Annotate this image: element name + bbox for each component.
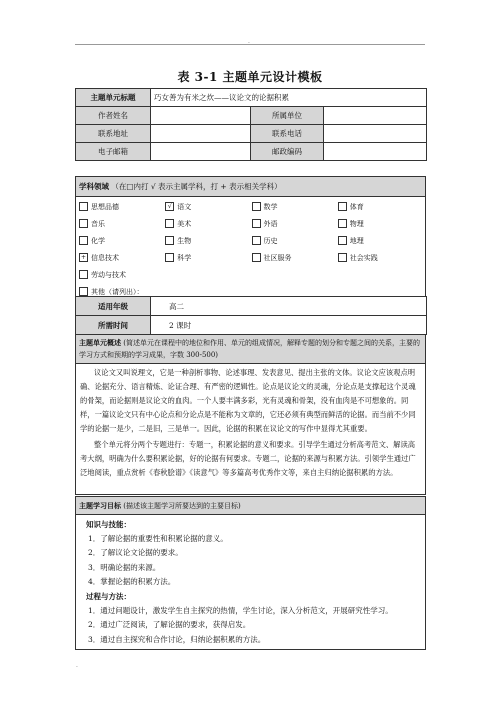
subject-checkbox[interactable] [252, 202, 261, 211]
subject-checkbox[interactable] [79, 202, 88, 211]
subject-checkbox[interactable] [165, 253, 174, 262]
subject-option[interactable] [165, 236, 251, 246]
goals-table [75, 496, 426, 650]
subject-row [79, 198, 424, 215]
overview-paragraph-2: 整个单元将分两个专题进行：专题一，积累论据的意义和要求。引导学生通过分析高考范文、解读高考大纲，明确为什么要积累论据，好的论据有何要求。专题二，论据的来源与积累方法。引领学生通过广泛地阅读，重点赏析《春秋脍谱》《读意气》等多篇高考优秀作文等，来自主归纳论据积累的方法。 [80, 440, 416, 477]
subject-checkbox[interactable] [79, 270, 88, 279]
address-value[interactable] [151, 125, 251, 143]
subject-checkbox[interactable] [338, 219, 347, 228]
subject-checkbox[interactable]: √ [165, 202, 174, 211]
unit-value[interactable] [324, 107, 427, 125]
subject-option[interactable] [338, 202, 424, 212]
subject-option[interactable] [79, 219, 165, 229]
subject-option[interactable] [338, 219, 424, 229]
subject-header-label: 学科领域 [79, 182, 109, 191]
subject-checkbox[interactable]: + [80, 254, 87, 261]
zip-label: 邮政编码 [251, 143, 324, 161]
subject-label: 其他（请列出）： [91, 287, 144, 296]
subject-checkbox[interactable] [79, 219, 88, 228]
subject-checkbox[interactable] [338, 236, 347, 245]
goal-item: 3．明确论据的来源。 [88, 562, 161, 572]
overview-paragraph-1: 议论文又叫说理文，它是一种剖析事物、论述事理、发表意见、提出主张的文体。议论文应该观点明确、论据充分、语言精炼、论证合理、有严密的逻辑性。论点是议论文的灵魂，分论点是支撑起这个灵魂的骨架，而论据则是议论文的血肉。一个人要丰满多彩，光有灵魂和骨架，没有血肉是不可想象的。同样，一篇议论文只有中心论点和分论点是不能称为文章的，它还必须有典型而鲜活的论据。而当前不少同学的论据一是少，二是旧，三是单一。因此，论据的积累在议论文的写作中显得尤其重要。 [80, 368, 416, 433]
subject-option[interactable] [79, 287, 379, 297]
phone-label: 联系电话 [251, 125, 324, 143]
email-value[interactable] [151, 143, 251, 161]
process-heading: 过程与方法： [86, 592, 131, 602]
subject-option[interactable] [252, 202, 338, 212]
process-list [76, 604, 425, 647]
subject-option[interactable] [252, 219, 338, 229]
goal-item: 4．掌握论据的积累方法。 [88, 576, 176, 586]
subject-label: 语文 [177, 202, 192, 211]
grade-value: 高二 [151, 297, 427, 316]
subject-header-table [75, 176, 426, 197]
subject-checkbox[interactable] [79, 287, 88, 296]
subject-row [79, 266, 424, 283]
overview-label: 主题单元概述 [79, 338, 121, 347]
topic-value: 巧女善为有米之炊——议论文的论据积累 [151, 89, 427, 107]
bottom-dot: . [76, 662, 78, 669]
subject-label: 物理 [349, 219, 364, 228]
subject-label: 信息技术 [91, 253, 119, 262]
subject-row [79, 232, 424, 249]
subject-label: 社区服务 [263, 253, 292, 262]
overview-header [76, 335, 426, 364]
subject-row [79, 249, 424, 266]
subject-checkbox[interactable] [252, 253, 261, 262]
subject-grid [79, 198, 424, 300]
zip-value[interactable] [324, 143, 427, 161]
goal-item: 3．通过自主探究和合作讨论，归纳论据积累的方法。 [88, 634, 266, 644]
info-table [75, 88, 427, 161]
time-label: 所需时间 [76, 316, 151, 335]
subject-label: 劳动与技术 [91, 270, 126, 279]
document-title: 表 3-1 主题单元设计模板 [177, 70, 323, 84]
goal-item: 2．通过广泛阅读，了解论据的要求，获得启发。 [88, 620, 251, 630]
top-dot: . [248, 38, 250, 45]
subject-option[interactable] [79, 270, 379, 280]
subject-option[interactable] [79, 253, 165, 263]
subject-checkbox[interactable] [252, 236, 261, 245]
subject-option[interactable] [252, 236, 338, 246]
knowledge-list [76, 532, 425, 589]
goals-body [76, 515, 426, 650]
header-rule [75, 44, 425, 45]
address-label: 联系地址 [76, 125, 151, 143]
grade-label: 适用年级 [76, 297, 151, 316]
grade-time-table [75, 296, 427, 335]
subject-option[interactable] [338, 253, 424, 263]
knowledge-heading: 知识与技能： [86, 520, 131, 529]
subject-label: 生物 [177, 236, 192, 245]
subject-label: 化学 [91, 236, 105, 245]
subject-header [76, 177, 426, 197]
author-value[interactable] [151, 107, 251, 125]
overview-note: (简述单元在课程中的地位和作用、单元的组成情况，解释专题的划分和专题之间的关系，主要的学习方式和预期的学习成果，字数 300-500) [79, 339, 420, 359]
subject-grid-panel [75, 196, 426, 297]
unit-label: 所属单位 [251, 107, 324, 125]
subject-option[interactable] [165, 219, 251, 229]
subject-label: 音乐 [91, 219, 105, 228]
subject-label: 外语 [263, 219, 278, 228]
subject-checkbox[interactable] [338, 253, 347, 262]
subject-option[interactable] [79, 202, 165, 212]
subject-label: 思想品德 [91, 202, 119, 211]
subject-checkbox[interactable] [338, 202, 347, 211]
subject-checkbox[interactable] [79, 236, 88, 245]
subject-label: 社会实践 [349, 253, 378, 262]
goals-label: 主题学习目标 [79, 500, 121, 510]
subject-label: 数学 [263, 202, 278, 211]
time-value: 2 课时 [151, 316, 427, 335]
subject-label: 历史 [263, 236, 278, 245]
subject-checkbox[interactable] [165, 236, 174, 245]
goals-header [76, 497, 426, 515]
overview-table [75, 334, 426, 495]
goal-item: 1．通过问题设计，激发学生自主探究的热情，学生讨论，深入分析范文，开展研究性学习。 [88, 606, 393, 616]
subject-option[interactable] [165, 202, 251, 212]
author-label: 作者姓名 [76, 107, 151, 125]
goals-note: (描述该主题学习所要达到的主要目标) [123, 501, 241, 510]
email-label: 电子邮箱 [76, 143, 151, 161]
subject-label: 科学 [177, 253, 192, 262]
subject-label: 地理 [349, 236, 364, 245]
subject-label: 体育 [349, 202, 364, 211]
subject-option[interactable] [252, 253, 338, 263]
subject-option[interactable] [79, 236, 165, 246]
subject-option[interactable] [338, 236, 424, 246]
subject-row [79, 215, 424, 232]
goal-item: 1．了解论据的重要性和积累论据的意义。 [88, 534, 228, 543]
subject-label: 美术 [177, 219, 192, 228]
goal-item: 2．了解议论文论据的要求。 [88, 548, 183, 558]
subject-checkbox[interactable] [165, 219, 174, 228]
topic-label: 主题单元标题 [76, 89, 151, 107]
subject-option[interactable] [165, 253, 251, 263]
overview-body [76, 364, 426, 495]
phone-value[interactable] [324, 125, 427, 143]
subject-checkbox[interactable] [252, 219, 261, 228]
subject-header-note: （在□内打 √ 表示主属学科，打 + 表示相关学科） [111, 182, 282, 191]
